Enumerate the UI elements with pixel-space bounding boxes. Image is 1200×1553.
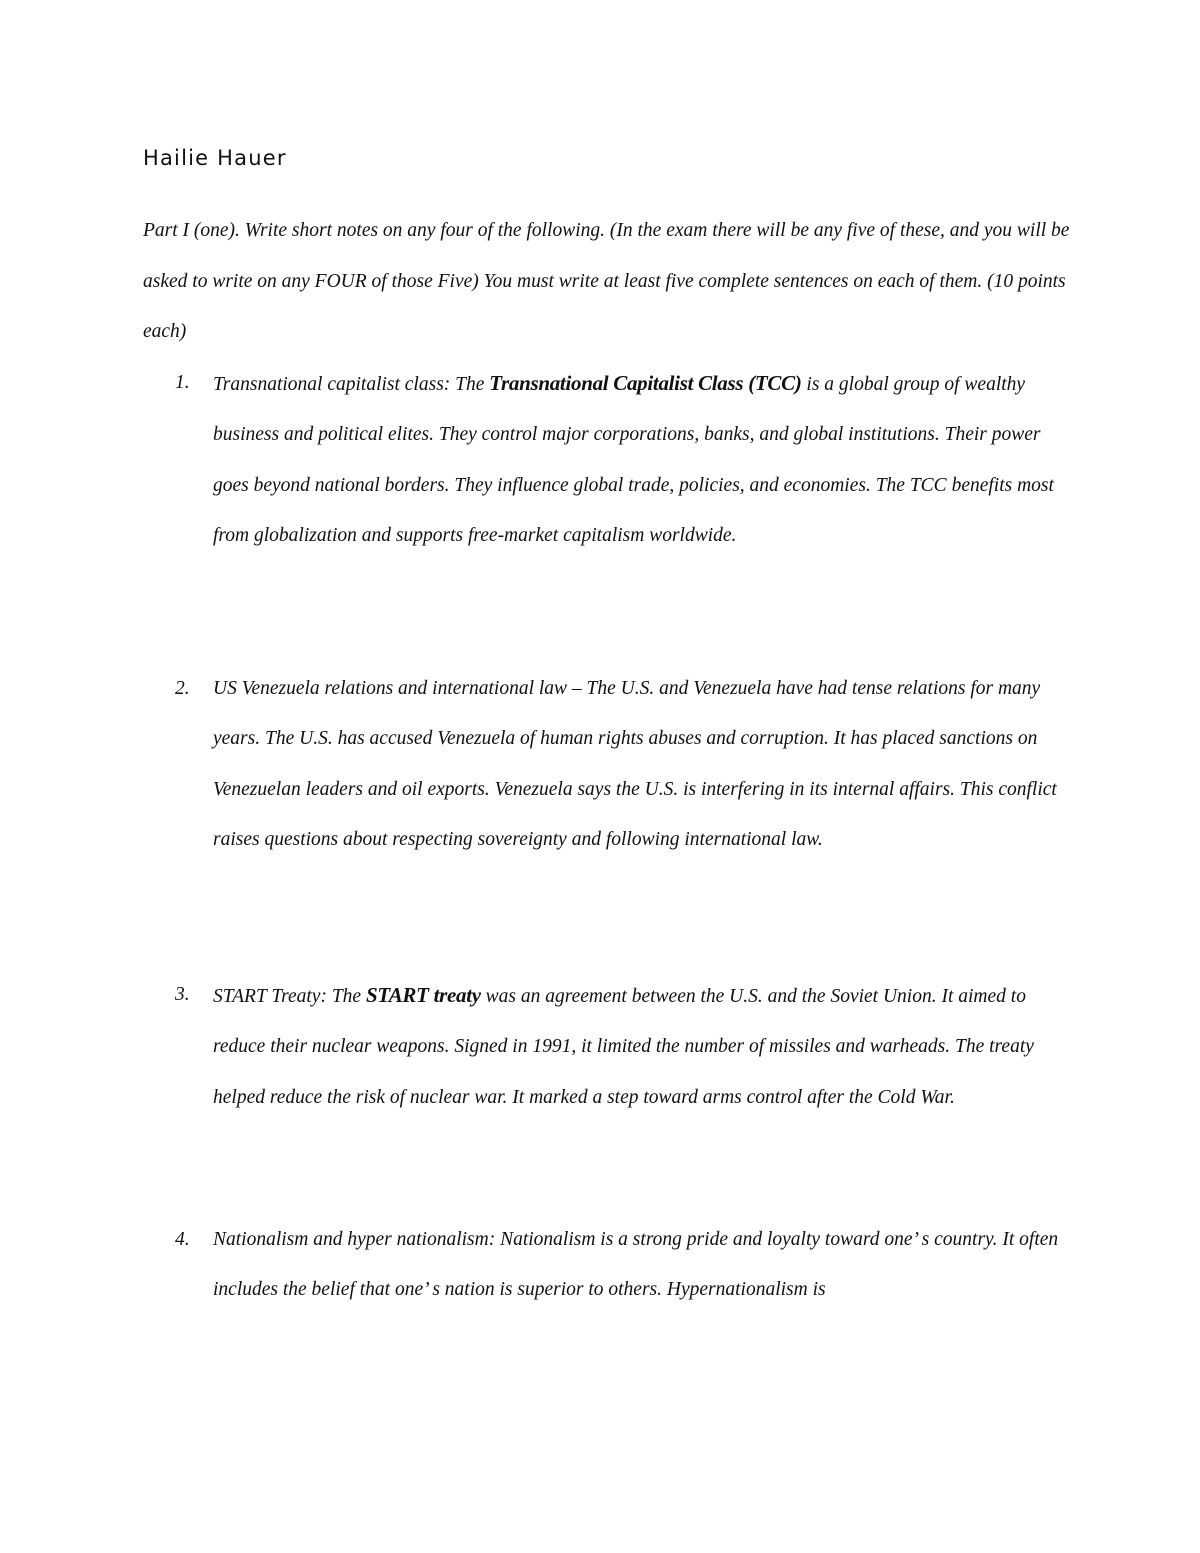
list-item: [175, 970, 1075, 1123]
list-item-number: 4.: [175, 1229, 190, 1250]
list-item-text-start: Transnational capitalist class: The: [213, 374, 490, 395]
list-item-text: [213, 358, 1063, 561]
list-item-number: 1.: [175, 372, 190, 393]
instructions-paragraph: Part I (one). Write short notes on any four of the following. (In the exam there will be any five of these, and you will be asked to write on any FOUR of those Five) You must write at least five complete sentences on each of them. (10 points each): [143, 220, 1070, 343]
list-item-text-start: Nationalism and hyper nationalism: Nationalism is a strong pride and loyalty toward one’ s country. It often includes the belief that one’ s nation is superior to others. Hypernationalism is: [213, 1229, 1059, 1301]
highlighted-term: START treaty: [365, 983, 481, 1007]
author-name: Hailie Hauer: [143, 146, 287, 170]
list-item-text: [213, 664, 1063, 865]
list-item-text: [213, 970, 1063, 1123]
list-item-number: 2.: [175, 678, 190, 699]
list-item: [175, 1215, 1075, 1316]
list-item: [175, 358, 1075, 561]
list-item-number: 3.: [175, 984, 190, 1005]
list-item-text: [213, 1215, 1063, 1316]
list-item-text-end: is a global group of wealthy business and political elites. They control major corporations, banks, and global institutions. Their power goes beyond national borders. They influence global trade, policies, and economies. The TCC benefits most from globalization and supports free-market capitalism worldwide.: [213, 374, 1054, 546]
list-item-text-start: START Treaty: The: [213, 986, 366, 1007]
list-item: [175, 664, 1075, 865]
list-item-text-start: US Venezuela relations and international law – The U.S. and Venezuela have had tense relations for many years. The U.S. has accused Venezuela of human rights abuses and corruption. It has placed sanctions on Venezuelan leaders and oil exports. Venezuela says the U.S. is interfering in its internal affairs. This conflict raises questions about respecting sovereignty and following international law.: [213, 678, 1057, 850]
highlighted-term: Transnational Capitalist Class (TCC): [489, 371, 802, 395]
list-item-text-end: was an agreement between the U.S. and the Soviet Union. It aimed to reduce their nuclear weapons. Signed in 1991, it limited the number of missiles and warheads. The treaty helped reduce the risk of nuclear war. It marked a step toward arms control after the Cold War.: [213, 986, 1034, 1108]
